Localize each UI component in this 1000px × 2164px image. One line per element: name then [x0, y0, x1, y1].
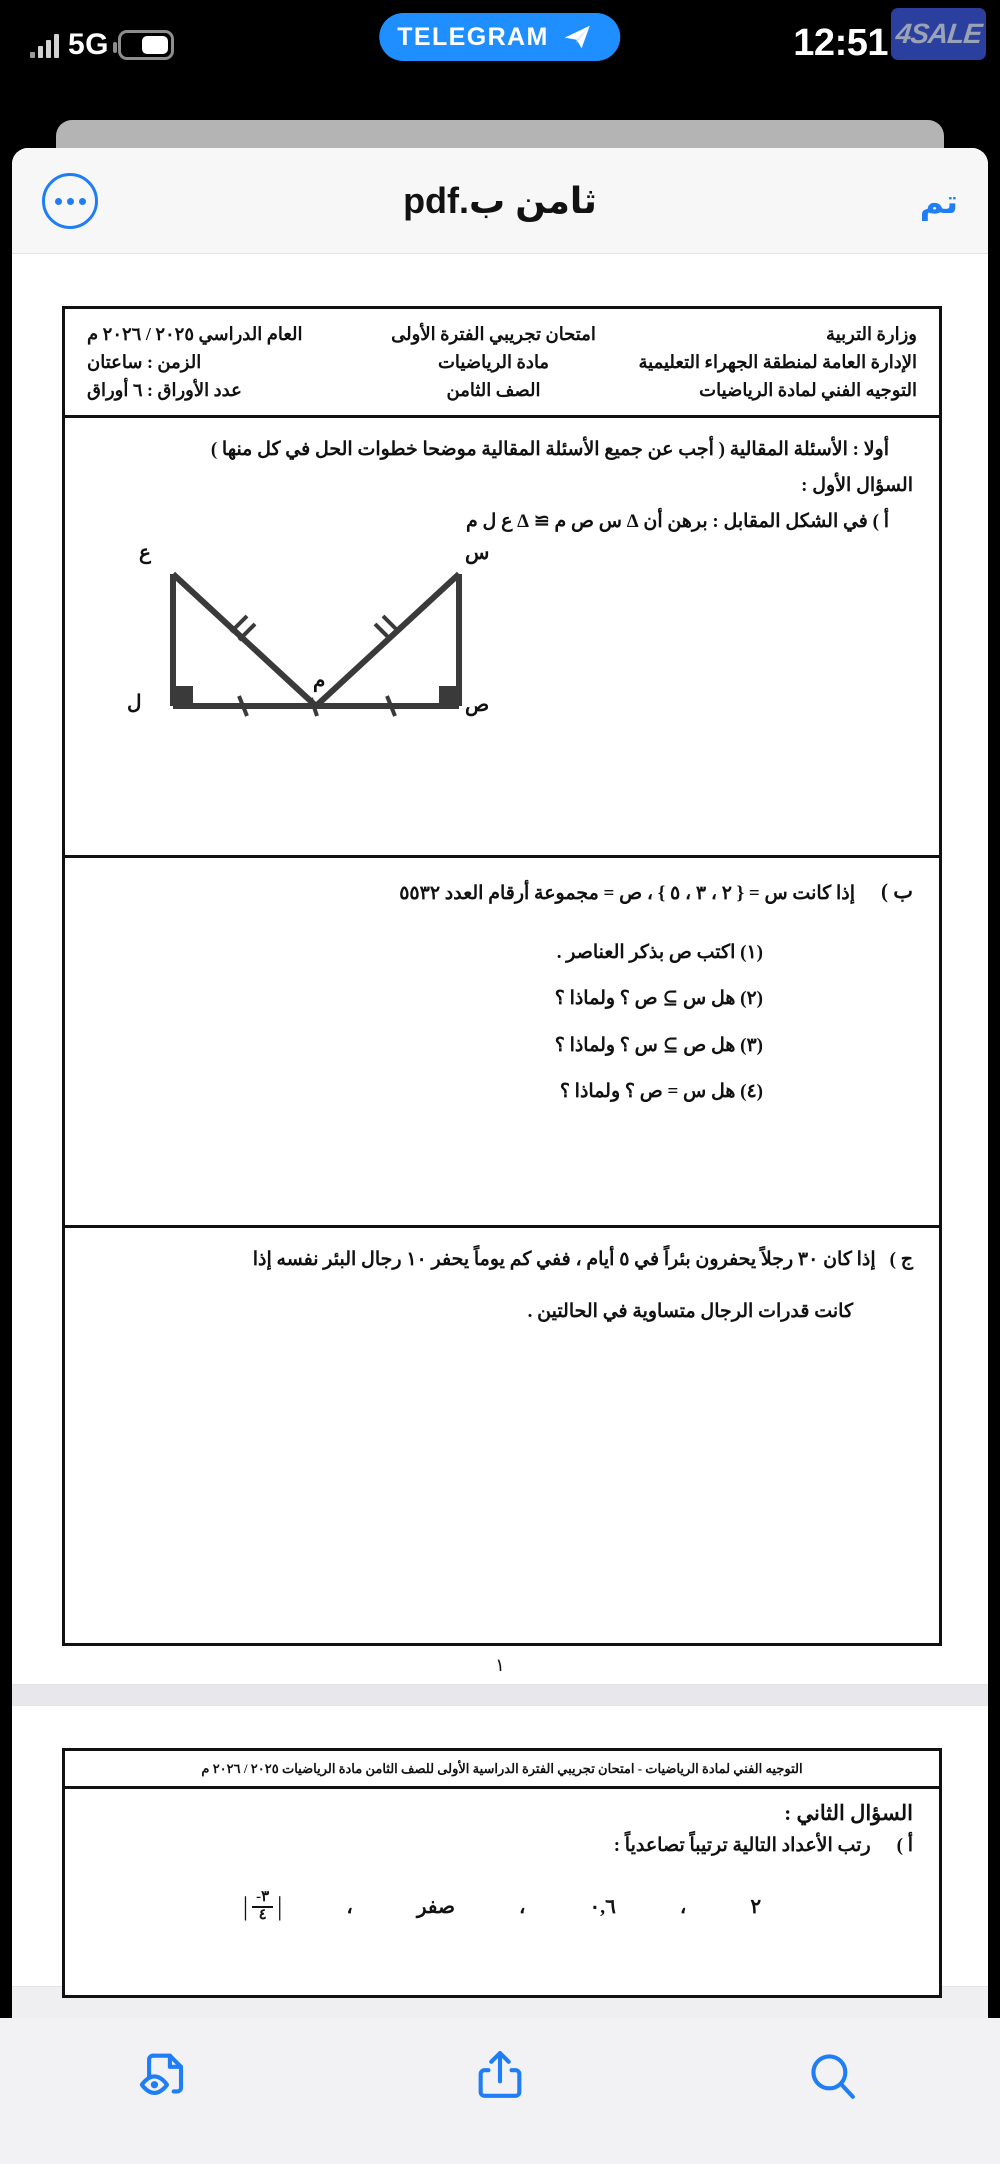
- exam-header-middle-column: [349, 321, 639, 405]
- comma-separator: ،: [518, 1896, 526, 1919]
- status-bar: [0, 0, 1000, 118]
- part-b-item: (٣) هل ص ⊇ س ؟ ولماذا ؟: [554, 1034, 763, 1056]
- network-label: 5G: [68, 28, 110, 61]
- exam-header-right-column: [639, 321, 917, 405]
- page-number: ١: [495, 1655, 505, 1675]
- document-scroll-area[interactable]: [12, 254, 988, 2018]
- comma-separator: ،: [346, 1896, 353, 1919]
- watermark-label: 4SALE: [894, 18, 983, 49]
- pdf-page-2: [12, 1706, 988, 1986]
- q2-part-a-lead: أ ): [896, 1835, 913, 1856]
- abs-bar-right: |: [242, 1891, 249, 1921]
- clock: 12:51: [793, 22, 888, 64]
- telegram-notification-pill[interactable]: [379, 13, 620, 61]
- header-line: مادة الرياضيات: [437, 351, 550, 372]
- markup-preview-button[interactable]: [119, 2036, 215, 2116]
- done-button[interactable]: تم: [919, 182, 958, 220]
- essay-intro: أولا : الأسئلة المقالية ( أجب عن جميع الأسئلة المقالية موضحا خطوات الحل في كل منها ): [210, 438, 889, 460]
- fraction-numerator: ٣-: [252, 1890, 273, 1908]
- part-b-lead: ب ): [880, 878, 913, 903]
- abs-bar-left: |: [277, 1891, 283, 1921]
- header-line: امتحان تجريبي الفترة الأولى: [391, 324, 596, 344]
- question-1-part-a: أ ) في الشكل المقابل : برهن أن Δ س ص م ≅ Δ ع ل م: [466, 510, 889, 532]
- page2-outer-frame: [62, 1748, 942, 1998]
- document-eye-icon: [138, 2047, 196, 2105]
- figure-label-lam: ل: [127, 691, 142, 714]
- section-question-1: [65, 418, 939, 858]
- question-1-title: السؤال الأول :: [801, 474, 913, 496]
- header-line: وزارة التربية: [826, 324, 917, 344]
- figure-container: [91, 540, 913, 790]
- signal-bars-icon: [30, 32, 59, 58]
- status-bar-left: [30, 28, 174, 62]
- header-line: العام الدراسي ٢٠٢٥ / ٢٠٢٦ م: [87, 324, 303, 344]
- share-button[interactable]: [452, 2036, 548, 2116]
- page-title: ثامن ب.pdf: [403, 180, 597, 221]
- navigation-bar: [12, 148, 988, 254]
- fraction-denominator: ٤: [258, 1906, 267, 1923]
- part-c-line-2: كانت قدرات الرجال متساوية في الحالتين .: [527, 1300, 853, 1322]
- ellipsis-dot-icon: [79, 198, 86, 205]
- watermark-4sale: [891, 8, 986, 60]
- question-2-title: السؤال الثاني :: [784, 1801, 913, 1825]
- figure-label-sad: ص: [465, 693, 490, 716]
- section-question-1b: [65, 858, 939, 1228]
- q2-part-a-text: رتب الأعداد التالية ترتيباً تصاعدياً :: [613, 1835, 871, 1856]
- pdf-page-1: [12, 254, 988, 1684]
- header-line: الصف الثامن: [446, 379, 541, 400]
- numbers-to-order: [65, 1864, 939, 1924]
- figure-label-meem: م: [313, 669, 326, 692]
- exam-header: [65, 309, 939, 418]
- search-icon: [804, 2047, 862, 2105]
- part-c-lead: ج ): [889, 1248, 913, 1270]
- header-line: عدد الأوراق : ٦ أوراق: [87, 379, 242, 400]
- section-question-1c: [65, 1228, 939, 1344]
- more-options-button[interactable]: [42, 173, 98, 229]
- header-line: التوجيه الفني لمادة الرياضيات: [699, 379, 917, 400]
- question-2-part-a: [65, 1826, 939, 1864]
- header-line: الزمن : ساعتان: [87, 351, 202, 372]
- ellipsis-dot-icon: [67, 198, 74, 205]
- part-c-line-1: إذا كان ٣٠ رجلاً يحفرون بئراً في ٥ أيام ، ففي كم يوماً يحفر ١٠ رجال البئر نفسه إذا: [252, 1248, 876, 1270]
- geometry-figure: [151, 546, 481, 726]
- share-icon: [471, 2047, 529, 2105]
- pdf-viewer-sheet: [12, 148, 988, 2018]
- part-b-item: (٢) هل س ⊇ ص ؟ ولماذا ؟: [554, 988, 763, 1010]
- running-head: التوجيه الفني لمادة الرياضيات - امتحان تجريبي الفترة الدراسية الأولى للصف الثامن مادة الرياضيات ٢٠٢٥ / ٢٠٢٦ م: [65, 1751, 939, 1789]
- telegram-plane-icon: [561, 22, 595, 52]
- page1-outer-frame: [62, 306, 942, 1646]
- number-item: ٠,٦: [589, 1896, 616, 1919]
- part-b-items: [91, 912, 913, 1116]
- telegram-label: TELEGRAM: [397, 22, 549, 51]
- absolute-value-fraction: [243, 1890, 283, 1924]
- part-b-item: (١) اكتب ص بذكر العناصر .: [556, 941, 763, 963]
- search-button[interactable]: [785, 2036, 881, 2116]
- header-line: الإدارة العامة لمنطقة الجهراء التعليمية: [638, 351, 917, 372]
- number-item: صفر: [416, 1896, 455, 1919]
- figure-label-seen: س: [465, 541, 490, 564]
- number-item: ٢: [750, 1896, 762, 1919]
- battery-icon: [118, 30, 174, 60]
- exam-header-left-column: [87, 321, 349, 405]
- ellipsis-dot-icon: [55, 198, 62, 205]
- part-b-statement: إذا كانت س = { ٢ ، ٣ ، ٥ } ، ص = مجموعة أرقام العدد ٥٥٣٢: [399, 882, 855, 904]
- page-separator: [12, 1684, 988, 1706]
- comma-separator: ،: [679, 1896, 687, 1919]
- figure-label-ain: ع: [139, 541, 151, 564]
- part-b-item: (٤) هل س = ص ؟ ولماذا ؟: [559, 1081, 763, 1103]
